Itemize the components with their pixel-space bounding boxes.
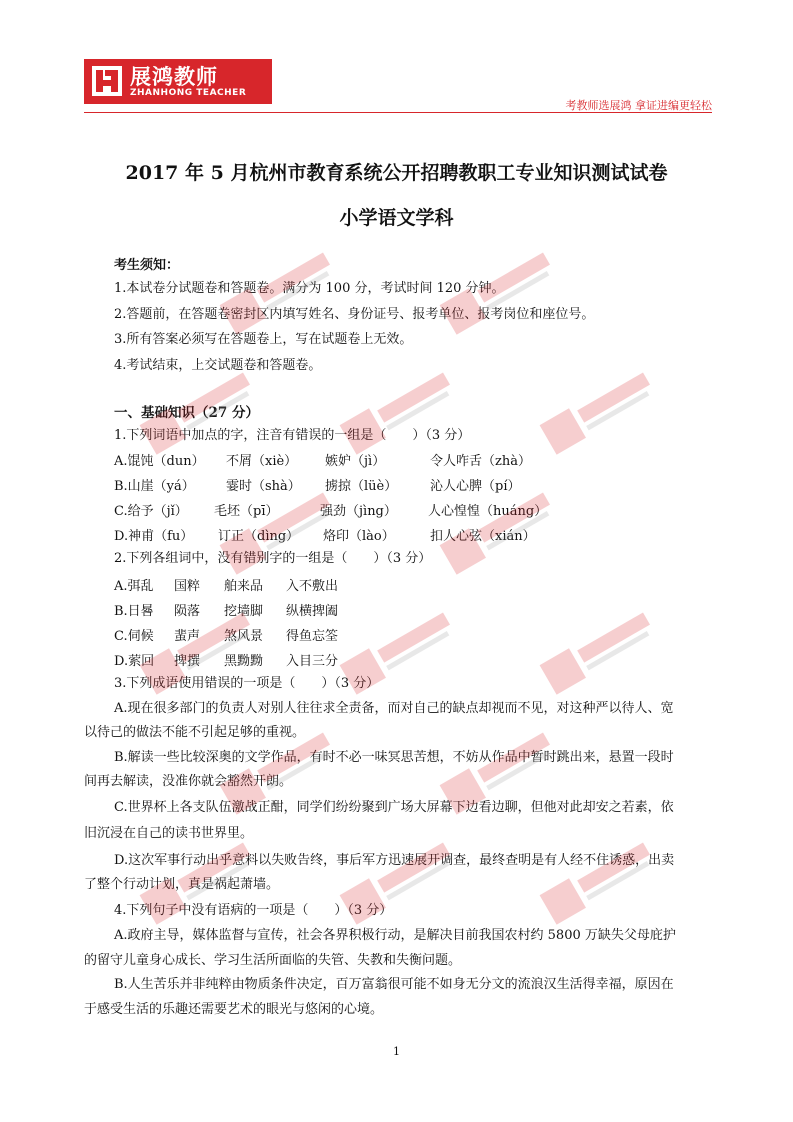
header-slogan: 考教师选展鸿 拿证进编更轻松 (565, 99, 712, 112)
option-item: 嫉妒（jì） (325, 454, 386, 469)
header-divider (84, 112, 712, 113)
watermark-logo-icon (536, 598, 665, 701)
section-heading: 一、基础知识（27 分） (114, 405, 259, 421)
option-item: 人心惶惶（huáng） (428, 504, 548, 519)
page-number: 1 (393, 1045, 400, 1058)
option-item: 掳掠（lüè） (325, 479, 398, 494)
answer-line: B.人生苦乐并非纯粹由物质条件决定，百万富翁很可能不如身无分文的流浪汉生活得幸福，原因在 (114, 977, 674, 992)
option-item: 入不敷出 (286, 579, 339, 594)
watermark-logo-icon (536, 828, 665, 931)
option-item: 捭撰 (174, 654, 201, 669)
option-item: D.萦回 (114, 654, 155, 669)
exam-title: 2017 年 5 月杭州市教育系统公开招聘教职工专业知识测试试卷 (125, 162, 668, 184)
watermark-logo-icon (336, 358, 465, 461)
question-stem: 2.下列各组词中，没有错别字的一组是（ ）（3 分） (114, 551, 432, 566)
answer-line: A.现在很多部门的负责人对别人往往求全责备，而对自己的缺点却视而不见，对这种严以待人、宽 (114, 701, 674, 716)
answer-line: 于感受生活的乐趣还需要艺术的眼光与悠闲的心境。 (84, 1002, 384, 1017)
option-item: C.给予（jǐ） (114, 504, 188, 519)
answer-line: 旧沉浸在自己的读书世界里。 (84, 826, 254, 841)
logo-text-cn: 展鸿教师 (130, 65, 218, 89)
answer-line: D.这次军事行动出乎意料以失败告终，事后军方迅速展开调查，最终查明是有人经不住诱惑，出卖 (114, 853, 675, 868)
notice-heading: 考生须知： (114, 258, 180, 273)
option-item: 纵横捭阖 (286, 604, 339, 619)
notice-item: 1.本试卷分试题卷和答题卷。满分为 100 分，考试时间 120 分钟。 (114, 281, 505, 296)
option-item: 蜚声 (174, 629, 201, 644)
option-item: 入目三分 (286, 654, 339, 669)
watermark-logo-icon (536, 358, 665, 461)
answer-line: C.世界杯上各支队伍激战正酣，同学们纷纷聚到广场大屏幕下边看边聊，但他对此却安之若素，依 (114, 800, 674, 815)
answer-line: A.政府主导，媒体监督与宣传，社会各界积极行动，是解决目前我国农村约 5800 万缺失父母庇护 (114, 928, 676, 943)
option-item: B.山崖（yá） (114, 479, 195, 494)
option-item: D.神甫（fu） (114, 529, 194, 544)
option-item: B.日晷 (114, 604, 154, 619)
option-item: 陨落 (174, 604, 201, 619)
option-item: 霎时（shà） (226, 479, 301, 494)
option-item: 煞风景 (224, 629, 264, 644)
option-item: 扣人心弦（xián） (430, 529, 536, 544)
answer-line: B.解读一些比较深奥的文学作品，有时不必一味冥思苦想，不妨从作品中暂时跳出来，悬置一段时 (114, 750, 674, 765)
option-item: 烙印（lào） (323, 529, 395, 544)
notice-item: 4.考试结束，上交试题卷和答题卷。 (114, 358, 322, 373)
question-stem: 1.下列词语中加点的字，注音有错误的一组是（ ）（3 分） (114, 428, 471, 443)
answer-line: 间再去解读，没准你就会豁然开朗。 (84, 774, 293, 789)
option-item: 得鱼忘筌 (286, 629, 339, 644)
exam-subtitle: 小学语文学科 (339, 207, 454, 229)
answer-line: 的留守儿童身心成长、学习生活所面临的失管、失教和失衡问题。 (84, 953, 462, 968)
option-item: A.弭乱 (114, 579, 154, 594)
option-item: 沁人心脾（pí） (430, 479, 521, 494)
question-stem: 4.下列句子中没有语病的一项是（ ）（3 分） (114, 903, 393, 918)
option-item: 令人咋舌（zhà） (430, 454, 531, 469)
option-item: 舶来品 (224, 579, 264, 594)
option-item: 国粹 (174, 579, 201, 594)
option-item: 强劲（jìng） (320, 504, 397, 519)
brand-mark-icon (92, 66, 122, 96)
option-item: 黑黝黝 (224, 654, 264, 669)
option-item: 挖墙脚 (224, 604, 264, 619)
option-item: 订正（dìng） (218, 529, 300, 544)
answer-line: 以待己的做法不能不引起足够的重视。 (84, 725, 306, 740)
question-stem: 3.下列成语使用错误的一项是（ ）（3 分） (114, 676, 380, 691)
option-item: C.伺候 (114, 629, 154, 644)
logo-text-en: ZHANHONG TEACHER (130, 88, 247, 98)
option-item: 不屑（xiè） (226, 454, 298, 469)
notice-item: 2.答题前，在答题卷密封区内填写姓名、身份证号、报考单位、报考岗位和座位号。 (114, 307, 595, 322)
answer-line: 了整个行动计划，真是祸起萧墙。 (84, 877, 280, 892)
option-item: A.馄饨（dun） (114, 454, 205, 469)
option-item: 毛坯（pī） (214, 504, 279, 519)
notice-item: 3.所有答案必须写在答题卷上，写在试题卷上无效。 (114, 332, 413, 347)
